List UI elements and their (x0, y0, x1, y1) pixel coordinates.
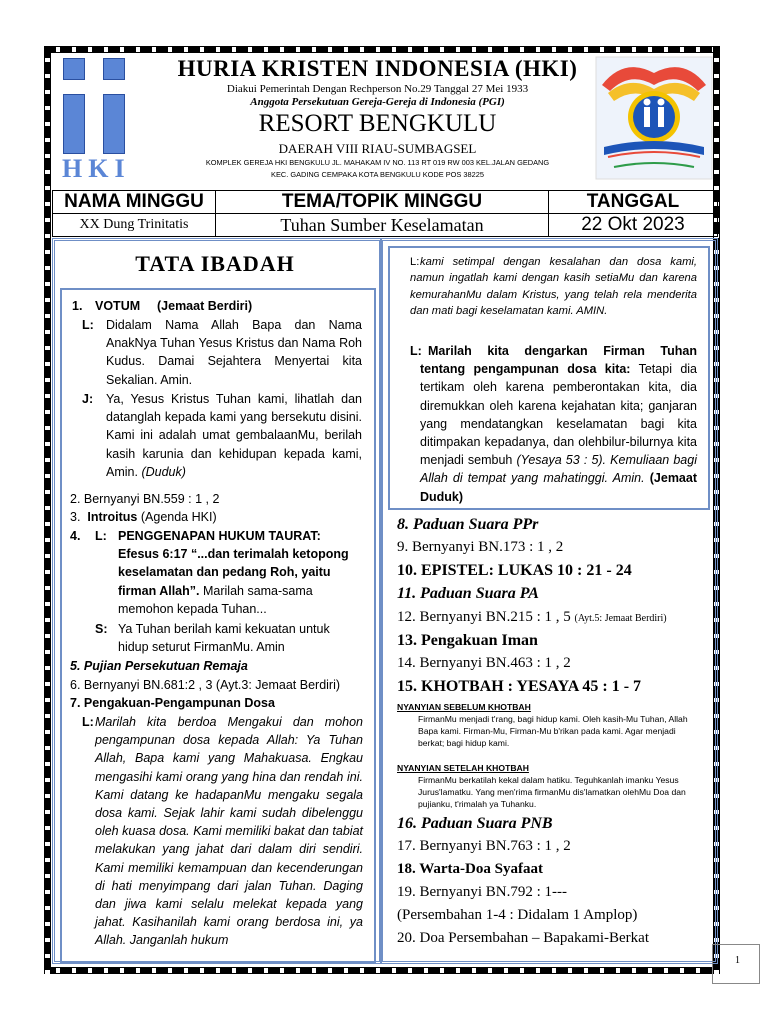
firman-label: L: (410, 344, 422, 358)
item-4-label: L: (95, 529, 107, 543)
item-14: 14. Bernyanyi BN.463 : 1 , 2 (397, 655, 571, 671)
info-table (52, 190, 718, 237)
org-name: HURIA KRISTEN INDONESIA (HKI) (177, 56, 578, 81)
frame-left (44, 46, 51, 974)
item-12: 12. Bernyanyi BN.215 : 1 , 5 (Ayt.5: Jemaat Berdiri) (397, 609, 667, 625)
item-1-number: 1. (72, 299, 83, 313)
item-16: 16. Paduan Suara PNB (397, 815, 553, 832)
item-8: 8. Paduan Suara PPr (397, 516, 539, 533)
item-1-jemaat-text: Ya, Yesus Kristus Tuhan kami, lihatlah dan datanglah kepada kami yang bersekutu disini. Kami ini adalah umat gembalaanMu, berilah kasih karunia dan kehidupan kepada kami, Amin. (Duduk) (106, 392, 362, 479)
item-4-s-label: S: (95, 622, 108, 636)
item-17: 17. Bernyanyi BN.763 : 1 , 2 (397, 838, 571, 854)
item-1-leader-label: L: (82, 318, 94, 332)
resort-title: RESORT BENGKULU (258, 110, 497, 137)
item-10: 10. EPISTEL: LUKAS 10 : 21 - 24 (397, 562, 632, 579)
date-value: 22 Okt 2023 (549, 214, 718, 237)
item-2: 2. Bernyanyi BN.559 : 1 , 2 (70, 492, 220, 506)
logo-text: HKI (62, 154, 131, 183)
song-after-sermon-title: NYANYIAN SETELAH KHOTBAH (397, 763, 529, 773)
item-7-leader-label: L: (82, 715, 94, 729)
item-11: 11. Paduan Suara PA (397, 585, 539, 602)
item-1-leader-text: Didalam Nama Allah Bapa dan Nama AnakNya Tuhan Yesus Kristus dan Nama Roh Kudus. Damai Sejahtera Menyertai kita Sekalian. Amin. (106, 318, 362, 387)
offering-note: (Persembahan 1-4 : Didalam 1 Amplop) (397, 907, 638, 923)
address-line-2: KEC. GADING CEMPAKA KOTA BENGKULU KODE POS 38225 (271, 170, 484, 179)
item-5: 5. Pujian Persekutuan Remaja (70, 659, 248, 673)
item-1-note: (Jemaat Berdiri) (157, 299, 253, 313)
membership-text: Anggota Persekutuan Gereja-Gereja di Indonesia (PGI) (250, 96, 505, 108)
frame-bottom (44, 967, 720, 974)
recognition-text: Diakui Pemerintah Dengan Rechperson No.29 Tanggal 27 Mei 1933 (226, 83, 529, 95)
item-4-text: PENGGENAPAN HUKUM TAURAT: Efesus 6:17 “...dan terimalah ketopong keselamatan dan pedang Roh, yaitu firman Allah”. Marilah sama-sama memohon kepada Tuhan... (118, 529, 349, 616)
item-7-leader-text: Marilah kita berdoa Mengakui dan mohon pengampunan dosa kepada Allah: Ya Tuhan Allah, Bapa kami yang Mahakuasa. Engkau mengasihi kami orang yang hina dan rendah ini. Kami datang ke hadapanMu mengaku segala dosa kami. Sejak lahir kami sudah dibelenggu oleh kuasa dosa. Kami memiliki bakat dan tabiat melakukan yang jahat dari dalam diri sendiri. Kami memiliki kemampuan dan kecenderungan di hati menyimpang dari jalan Tuhan. Daging dan jiwa kami selalu melekat kepada yang jahat. Kasihanilah kami orang berdosa ini, ya Allah. Janganlah hukum (95, 715, 363, 948)
firman-text: Marilah kita dengarkan Firman Tuhan tentang pengampunan dosa kita: Tetapi dia tertikam oleh karena pemberontakan kita, dia diremukkan oleh karena kejahatan kita; ganjaran yang mendatangkan keselamatan bagi kita ditimpakan kepadanya, dan olehbilur-bilurnya kita menjadi sembuh (Yesaya 53 : 5). Kemuliaan bagi Allah di tempat yang mahatinggi. Amin. (Jemaat Duduk) (420, 344, 697, 504)
confession-cont-label: L: (410, 256, 420, 268)
week-name-value: XX Dung Trinitatis (53, 214, 216, 237)
song-after-sermon-text: FirmanMu berkatilah kekal dalam hatiku. Teguhkanlah imanku Yesus Jurus'lamatku. Yang men'rima firmanMu dis'lamatkan olehMu Doa dan pujianku, t'rimalah ya Tuhanku. (418, 775, 686, 809)
item-13: 13. Pengakuan Iman (397, 632, 538, 649)
item-1-title: VOTUM (95, 299, 141, 313)
page-number: 1 (712, 944, 760, 984)
confession-cont-text: kami setimpal dengan kesalahan dan dosa kami, namun ingatlah kami dengan kasih setiaMu dan karena kemurahanMu dalam Kristus, yang telah rela menderita dan mati bagi keselamatan kami. AMIN. (410, 256, 697, 318)
item-9: 9. Bernyanyi BN.173 : 1 , 2 (397, 539, 564, 555)
hki-jubilee-emblem-icon (594, 55, 714, 181)
song-before-sermon-title: NYANYIAN SEBELUM KHOTBAH (397, 702, 531, 712)
item-4-s-text: Ya Tuhan berilah kami kekuatan untuk hidup seturut FirmanMu. Amin (118, 622, 330, 655)
address-line-1: KOMPLEK GEREJA HKI BENGKULU JL. MAHAKAM IV NO. 113 RT 019 RW 003 KEL.JALAN GEDANG (205, 158, 550, 167)
week-name-header: NAMA MINGGU (53, 191, 216, 214)
date-header: TANGGAL (549, 191, 718, 214)
district-text: DAERAH VIII RIAU-SUMBAGSEL (278, 141, 477, 156)
order-of-worship-title: TATA IBADAH (135, 251, 295, 276)
song-before-sermon-text: FirmanMu menjadi t'rang, bagi hidup kami. Oleh kasih-Mu Tuhan, Allah Bapa kami. Firman-Mu, Firman-Mu b'rikan pada kami. Agar menjadi berkat; bagi hidup kami. (418, 714, 688, 748)
item-3: 3. Introitus (Agenda HKI) (70, 510, 217, 524)
item-6: 6. Bernyanyi BN.681:2 , 3 (Ayt.3: Jemaat Berdiri) (70, 678, 341, 692)
item-20: 20. Doa Persembahan – Bapakami-Berkat (397, 930, 650, 946)
item-1-jemaat-label: J: (82, 392, 94, 406)
item-15: 15. KHOTBAH : YESAYA 45 : 1 - 7 (397, 678, 642, 695)
item-18: 18. Warta-Doa Syafaat (397, 861, 543, 877)
theme-value: Tuhan Sumber Keselamatan (216, 214, 549, 237)
item-7: 7. Pengakuan-Pengampunan Dosa (70, 696, 275, 710)
frame-top (44, 46, 720, 53)
item-4-number: 4. (70, 529, 81, 543)
theme-header: TEMA/TOPIK MINGGU (216, 191, 549, 214)
item-19: 19. Bernyanyi BN.792 : 1--- (397, 884, 567, 900)
